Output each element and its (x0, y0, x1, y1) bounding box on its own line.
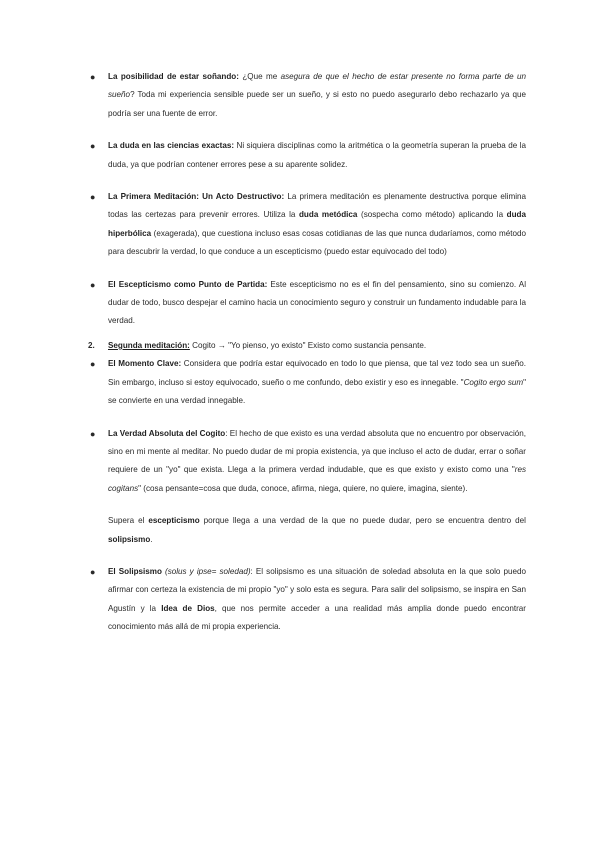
bullet-icon: ● (90, 141, 96, 152)
paragraph-solipsism-transition: Supera el escepticismo porque llega a una verdad de la que no puede dudar, pero se encuentra dentro del solipsismo. (108, 516, 526, 544)
bullet-icon: ● (90, 359, 96, 370)
bullet-icon: ● (90, 72, 96, 82)
item-lead: El Momento Clave: (108, 359, 182, 369)
bullet-icon: ● (90, 566, 96, 577)
item-lead: La Primera Meditación: Un Acto Destructivo: (108, 192, 285, 202)
bullet-item-skepticism: ● El Escepticismo como Punto de Partida: Este escepticismo no es el fin del pensamiento, sino su comienzo. Al dudar de todo, busco despejar el camino hacia un conocimiento seguro y construir un fundamento indudable para la verdad. (108, 276, 526, 331)
item-lead: El Solipsismo (108, 566, 162, 576)
item-lead: Segunda meditación: (108, 340, 190, 350)
bullet-icon: ● (90, 279, 96, 290)
bullet-item-first-meditation: ● La Primera Meditación: Un Acto Destructivo: La primera meditación es plenamente destructiva porque elimina todas las certezas para prevenir errores. Utiliza la duda metódica (sospecha como método) aplicando la duda hiperbólica (exagerada), que cuestiona incluso esas cosas cotidianas de las que nunca dudaríamos, como método para descubrir la verdad, lo que conduce a un escepticismo (puedo estar equivocado del todo) (108, 188, 526, 262)
bullet-item-dreaming: ● La posibilidad de estar soñando: ¿Que me asegura de que el hecho de estar presente no forma parte de un sueño? Toda mi experiencia sensible puede ser un sueño, y si esto no puedo asegurarlo debo rechazarlo ya que podría ser una fuente de error. (108, 68, 526, 123)
bullet-item-exact-sciences: ● La duda en las ciencias exactas: Ni siquiera disciplinas como la aritmética o la geometría superan la prueba de la duda, ya que podrían contener errores pese a su aparente solidez. (108, 137, 526, 174)
bullet-item-solipsism: ● El Solipsismo (solus y ipse= soledad): El solipsismo es una situación de soledad absoluta en la que solo puedo afirmar con certeza la existencia de mi propio "yo" y solo esta es segura. Para salir del solipsismo, se inspira en San Agustín y la Idea de Dios, que nos permite acceder a una realidad más amplia donde puedo encontrar conocimiento más allá de mi propia experiencia. (108, 563, 526, 637)
bullet-icon: ● (90, 428, 96, 439)
document-content (0, 68, 600, 637)
bullet-item-key-moment: ● El Momento Clave: Considera que podría estar equivocado en todo lo que piensa, que tal vez todo sea un sueño. Sin embargo, incluso si estoy equivocado, sueño o me confundo, debo existir y eso es innegable. "Cogito ergo sum" se convierte en una verdad innegable. (108, 355, 526, 410)
item-number: 2. (88, 340, 95, 350)
item-lead: La posibilidad de estar soñando: (108, 72, 239, 81)
numbered-item-second-meditation: 2. Segunda meditación: Cogito → "Yo pienso, yo existo" Existo como sustancia pensante. (108, 337, 526, 355)
bullet-item-cogito-truth: ● La Verdad Absoluta del Cogito: El hecho de que existo es una verdad absoluta que no encuentro por observación, sino en mi mente al meditar. No puedo dudar de mi propia existencia, ya que incluso el acto de dudar, errar o soñar requiere de un "yo" que exista. Llega a la primera verdad indudable, que es que existo y existo como una "res cogitans" (cosa pensante=cosa que duda, conoce, afirma, niega, quiere, no quiere, imagina, siente). (108, 425, 526, 499)
bullet-icon: ● (90, 192, 96, 203)
item-lead: La Verdad Absoluta del Cogito (108, 428, 226, 438)
item-lead: El Escepticismo como Punto de Partida: (108, 279, 268, 289)
item-lead: La duda en las ciencias exactas: (108, 141, 235, 151)
